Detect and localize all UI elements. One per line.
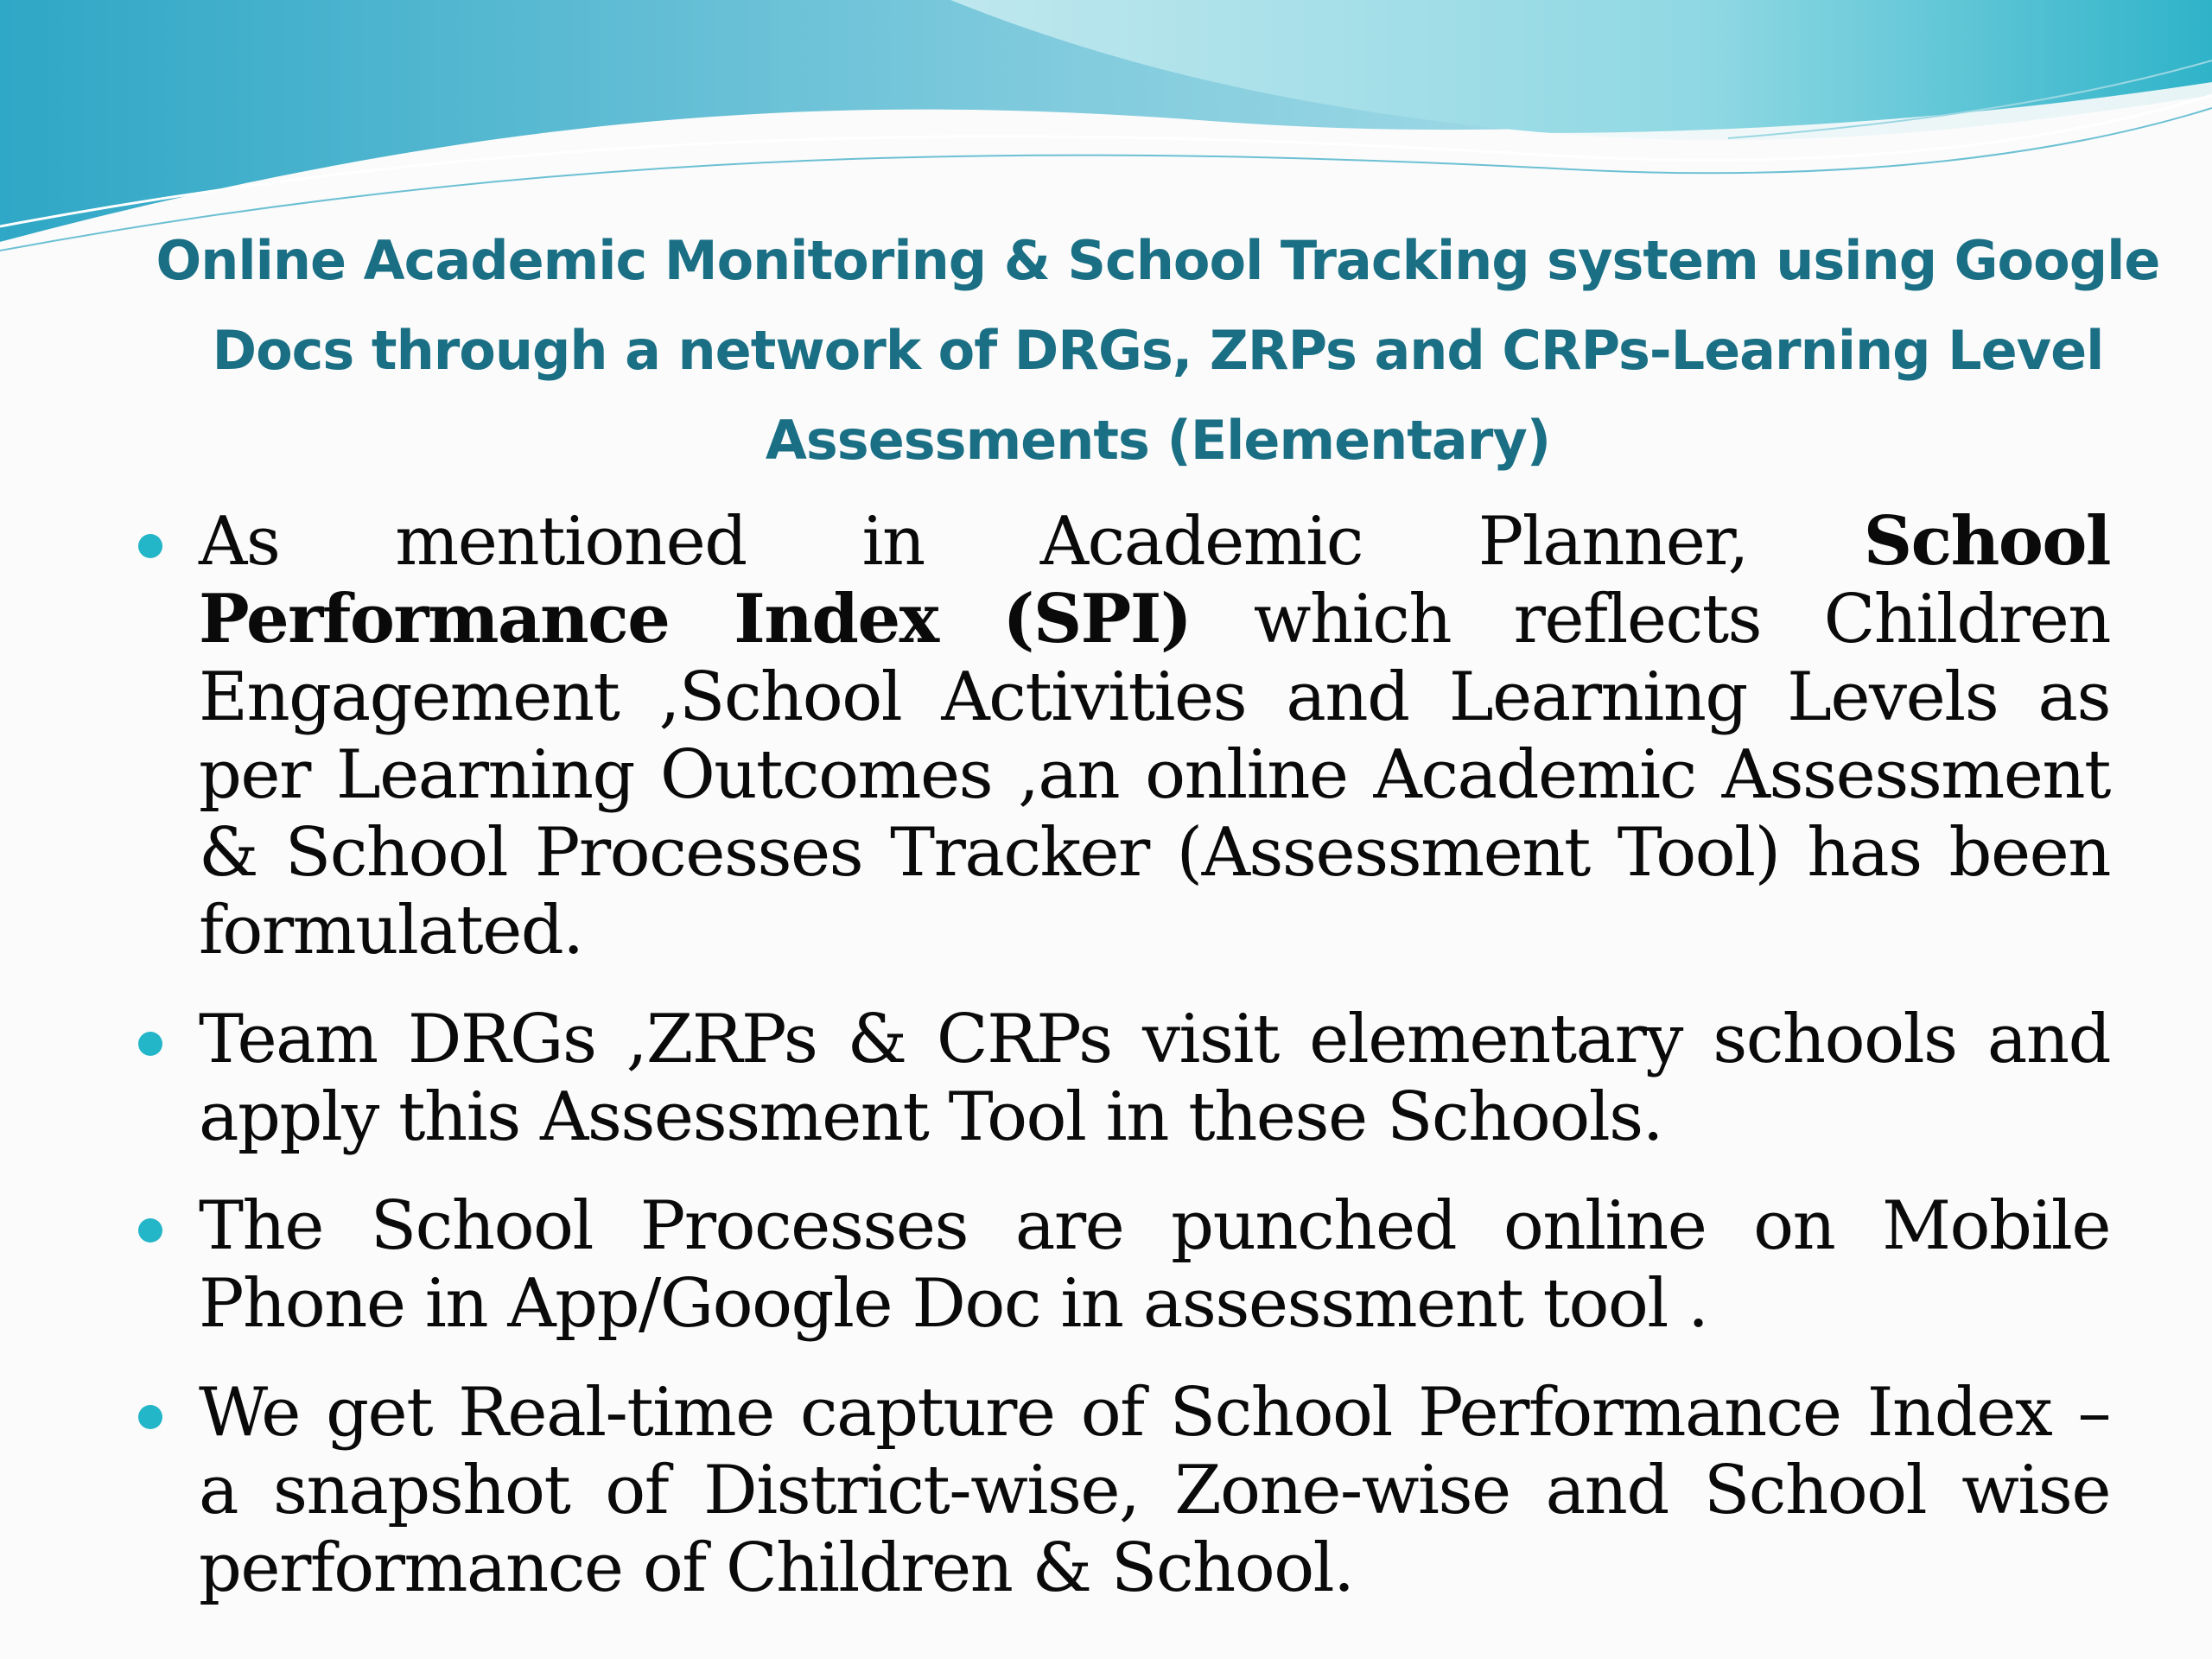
bullet-1-bold-text: School Performance Index (SPI) <box>199 502 2110 658</box>
bullet-marker-icon <box>138 1218 162 1243</box>
bullet-item-4 <box>199 1374 2110 1607</box>
bullet-2-text: Team DRGs ,ZRPs & CRPs visit elementary schools and apply this Assessment Tool in these Schools. <box>199 1001 2110 1156</box>
bullet-marker-icon <box>138 534 162 558</box>
slide-title-line-3: Assessments (Elementary) <box>765 409 1551 472</box>
bullet-marker-icon <box>138 1405 162 1429</box>
bullet-3-text: The School Processes are punched online on Mobile Phone in App/Google Doc in assessment tool . <box>199 1187 2110 1343</box>
slide-title-line-2: Docs through a network of DRGs, ZRPs and CRPs-Learning Level <box>212 319 2104 382</box>
slide-title-line-1: Online Academic Monitoring & School Tracking system using Google <box>156 229 2160 292</box>
bullet-4-text: We get Real-time capture of School Performance Index – a snapshot of District-wise, Zone-wise and School wise performance of Children & School. <box>199 1374 2110 1607</box>
bullet-item-1 <box>199 503 2110 969</box>
slide-title <box>112 216 2203 486</box>
bullet-marker-icon <box>138 1032 162 1056</box>
bullet-1-text-continued: which reflects Children Engagement ,School Activities and Learning Levels as per Learning Outcomes ,an online Academic Assessment & School Processes Tracker (Assessment Tool) has been formulated. <box>199 581 2111 969</box>
bullet-item-2 <box>199 1001 2110 1156</box>
bullet-1-text: As mentioned in Academic Planner, <box>199 503 1864 581</box>
bullet-list <box>199 503 2110 1638</box>
bullet-item-3 <box>199 1187 2110 1343</box>
